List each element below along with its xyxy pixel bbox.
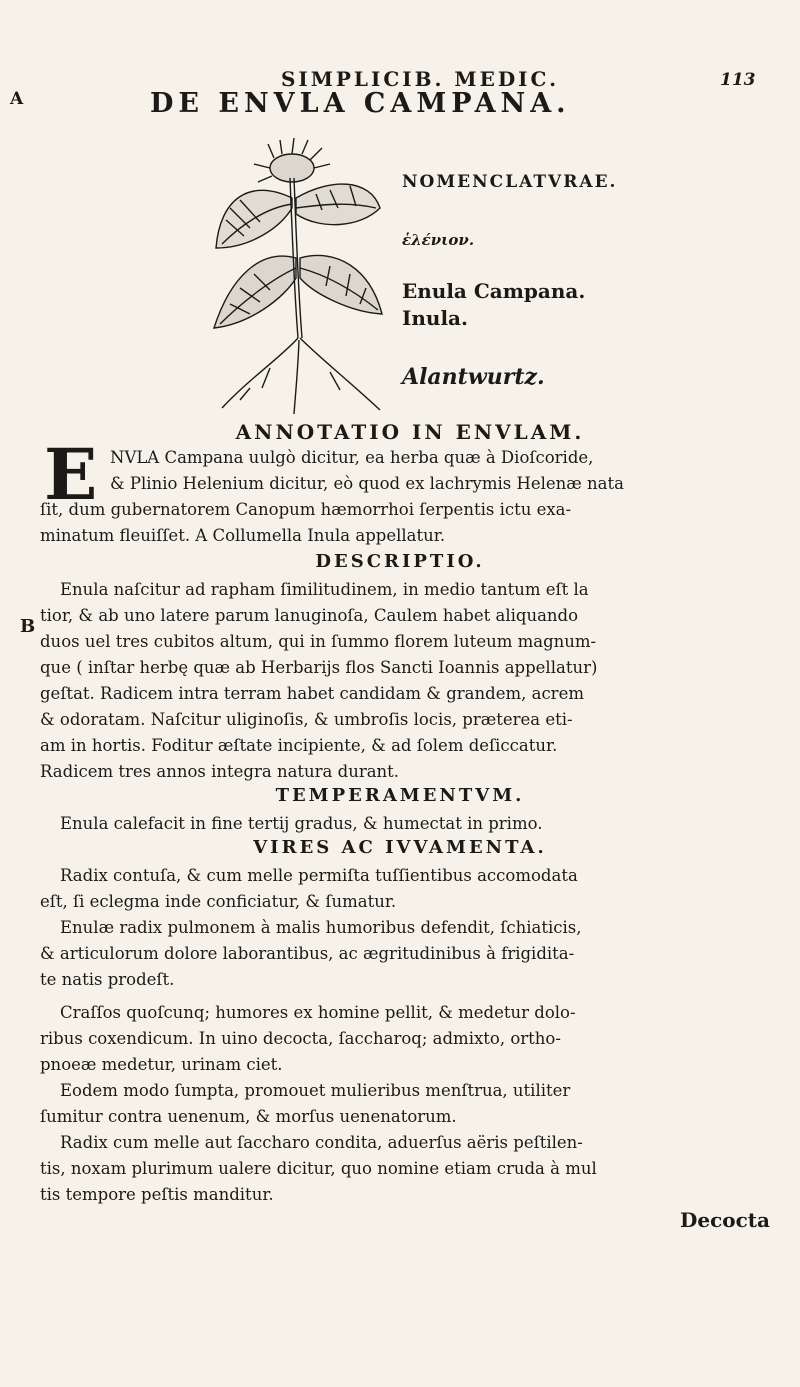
descriptio-line: duos uel tres cubitos altum, qui in ſummo florem luteum magnum- [40, 632, 597, 651]
vires-line: pnoeæ medetur, urinam ciet. [40, 1055, 283, 1074]
annotatio-line: NVLA Campana uulgò dicitur, ea herba quæ à Dioſcoride, [110, 448, 594, 467]
descriptio-heading: DESCRIPTIO. [315, 551, 485, 572]
descriptio-line: & odoratam. Naſcitur uliginoſis, & umbroſis locis, præterea eti- [40, 710, 573, 729]
running-head: SIMPLICIB. MEDIC. [280, 67, 560, 91]
vires-line: te natis prodeſt. [40, 970, 175, 989]
vires-line: Radix cum melle aut ſaccharo condita, aduerſus aëris peſtilen- [60, 1133, 583, 1152]
annotatio-line: ſit, dum gubernatorem Canopum hæmorrhoi ſerpentis ictu exa- [40, 500, 572, 519]
german-name: Alantwurtz. [402, 364, 545, 390]
vires-line: Radix contuſa, & cum melle permiſta tuſſientibus accomodata [60, 866, 578, 885]
vires-line: tis tempore peſtis manditur. [40, 1185, 274, 1204]
vires-line: & articulorum dolore laborantibus, ac ægritudinibus à frigidita- [40, 944, 575, 963]
nomenclatura-heading: NOMENCLATVRAE. [402, 172, 618, 192]
greek-name: ἑλένιον. [402, 231, 475, 249]
vires-line: ſumitur contra uenenum, & morſus uenenatorum. [40, 1107, 457, 1126]
descriptio-line: que ( inſtar herbę quæ ab Herbarijs flos Sancti Ioannis appellatur) [40, 658, 598, 677]
annotatio-line: & Plinio Helenium dicitur, eò quod ex lachrymis Helenæ nata [110, 474, 624, 493]
chapter-title: DE ENVLA CAMPANA. [150, 88, 571, 119]
latin-name-enula: Enula Campana. [402, 279, 586, 303]
latin-name-inula: Inula. [402, 306, 468, 330]
temperamentum-heading: TEMPERAMENTVM. [275, 785, 525, 806]
descriptio-line: Radicem tres annos integra natura durant. [40, 762, 400, 781]
margin-letter-b: B [20, 616, 36, 637]
page-number: 113 [720, 70, 756, 90]
vires-line: Craſſos quoſcunq; humores ex homine pellit, & medetur dolo- [60, 1003, 576, 1022]
vires-line: eſt, ſi eclegma inde conficiatur, & ſumatur. [40, 892, 397, 911]
vires-line: ribus coxendicum. In uino decocta, ſaccharoq; admixto, ortho- [40, 1029, 561, 1048]
descriptio-line: am in hortis. Foditur æſtate incipiente, & ad ſolem deſiccatur. [40, 736, 558, 755]
enula-plant-woodcut-icon [210, 138, 385, 415]
margin-letter-a: A [10, 89, 24, 109]
vires-line: Eodem modo ſumpta, promouet mulieribus menſtrua, utiliter [60, 1081, 571, 1100]
vires-heading: VIRES AC IVVAMENTA. [253, 837, 547, 858]
temperamentum-line: Enula calefacit in fine tertij gradus, & humectat in primo. [60, 814, 543, 833]
catchword: Decocta [680, 1208, 770, 1232]
annotatio-heading: ANNOTATIO IN ENVLAM. [235, 420, 585, 444]
vires-line: tis, noxam plurimum ualere dicitur, quo nomine etiam cruda à mul [40, 1159, 597, 1178]
descriptio-line: tior, & ab uno latere parum lanuginoſa, Caulem habet aliquando [40, 606, 579, 625]
drop-cap: E [44, 433, 98, 516]
vires-line: Enulæ radix pulmonem à malis humoribus defendit, ſchiaticis, [60, 918, 582, 937]
descriptio-line: Enula naſcitur ad rapham ſimilitudinem, in medio tantum eſt la [60, 580, 589, 599]
annotatio-line: minatum fleuiſſet. A Collumella Inula appellatur. [40, 526, 446, 545]
descriptio-line: geſtat. Radicem intra terram habet candidam & grandem, acrem [40, 684, 584, 703]
